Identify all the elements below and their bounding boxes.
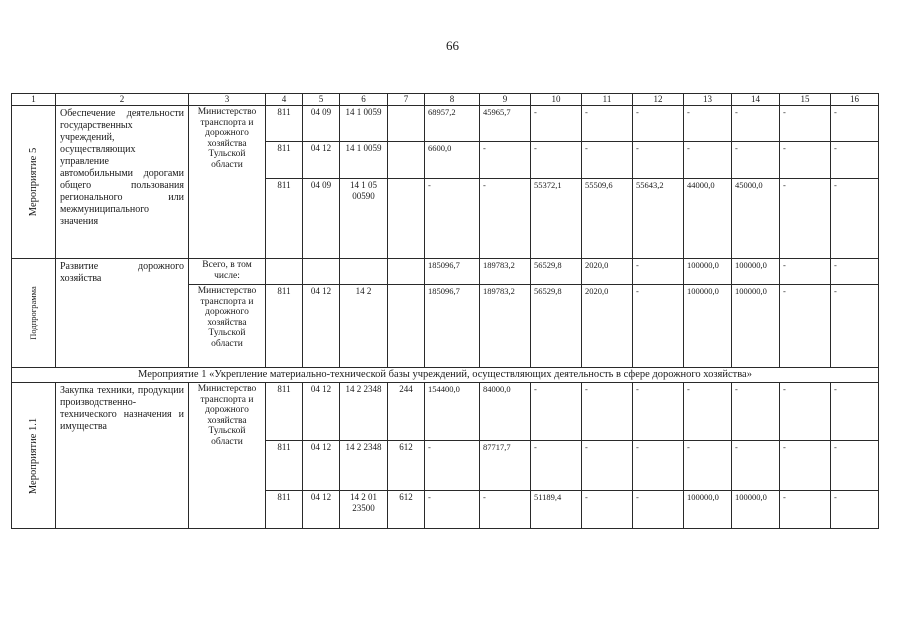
table-cell: 811 bbox=[266, 106, 303, 142]
table-cell: 55643,2 bbox=[633, 179, 684, 259]
table-cell: - bbox=[684, 383, 732, 441]
column-number: 8 bbox=[425, 94, 480, 106]
table-cell: 14 2 01 23500 bbox=[340, 491, 388, 529]
table-cell: - bbox=[425, 491, 480, 529]
table-cell: 189783,2 bbox=[480, 259, 531, 285]
table-cell bbox=[388, 179, 425, 259]
table-cell: 55509,6 bbox=[582, 179, 633, 259]
table-cell: 14 1 0059 bbox=[340, 142, 388, 179]
table-cell: - bbox=[831, 491, 879, 529]
table-cell: 04 09 bbox=[303, 179, 340, 259]
table-cell: - bbox=[684, 142, 732, 179]
table-cell: 55372,1 bbox=[531, 179, 582, 259]
table-cell: 04 12 bbox=[303, 383, 340, 441]
column-number: 9 bbox=[480, 94, 531, 106]
table-cell: - bbox=[831, 441, 879, 491]
table-cell: - bbox=[582, 491, 633, 529]
table-cell: 45965,7 bbox=[480, 106, 531, 142]
column-number: 11 bbox=[582, 94, 633, 106]
column-number: 12 bbox=[633, 94, 684, 106]
table-row bbox=[12, 106, 879, 142]
table-cell: 100000,0 bbox=[732, 285, 780, 368]
column-number: 15 bbox=[780, 94, 831, 106]
table-cell: 811 bbox=[266, 491, 303, 529]
table-cell: 04 12 bbox=[303, 441, 340, 491]
table-cell bbox=[388, 106, 425, 142]
table-cell: - bbox=[582, 383, 633, 441]
table-cell: - bbox=[732, 106, 780, 142]
row-group-label: Подпрограмма bbox=[12, 259, 56, 368]
activity-description: Закупка техники, продукции производственно-технического назначения и имущества bbox=[56, 383, 189, 529]
table-cell: 04 12 bbox=[303, 491, 340, 529]
table-cell: - bbox=[633, 441, 684, 491]
table-cell: 87717,7 bbox=[480, 441, 531, 491]
activity-description: Развитие дорожного хозяйства bbox=[56, 259, 189, 368]
table-cell: 2020,0 bbox=[582, 285, 633, 368]
table-cell: 04 12 bbox=[303, 142, 340, 179]
table-cell bbox=[388, 285, 425, 368]
table-cell: 14 1 0059 bbox=[340, 106, 388, 142]
table-cell: 811 bbox=[266, 383, 303, 441]
table-cell: 612 bbox=[388, 491, 425, 529]
table-cell: - bbox=[633, 491, 684, 529]
table-cell: - bbox=[780, 142, 831, 179]
table-cell: - bbox=[780, 383, 831, 441]
table-row bbox=[12, 383, 879, 441]
table-cell: - bbox=[831, 142, 879, 179]
table-cell: - bbox=[633, 259, 684, 285]
table-cell: 811 bbox=[266, 285, 303, 368]
executor: Министерство транспорта и дорожного хозяйства Тульской области bbox=[189, 383, 266, 529]
table-cell: - bbox=[780, 106, 831, 142]
column-number: 1 bbox=[12, 94, 56, 106]
table-cell: - bbox=[582, 441, 633, 491]
table-cell: 14 2 2348 bbox=[340, 383, 388, 441]
table-cell: - bbox=[425, 441, 480, 491]
table-cell bbox=[388, 142, 425, 179]
table-cell: - bbox=[831, 179, 879, 259]
column-number: 10 bbox=[531, 94, 582, 106]
section-banner-row bbox=[12, 368, 879, 383]
column-number: 16 bbox=[831, 94, 879, 106]
table-cell: 185096,7 bbox=[425, 285, 480, 368]
table-cell: - bbox=[425, 179, 480, 259]
table-cell: - bbox=[780, 441, 831, 491]
table-cell: - bbox=[582, 142, 633, 179]
table-cell: - bbox=[633, 106, 684, 142]
table-cell: 100000,0 bbox=[684, 285, 732, 368]
table-cell: - bbox=[732, 441, 780, 491]
table-cell: - bbox=[831, 106, 879, 142]
table-cell: 56529,8 bbox=[531, 285, 582, 368]
page-number: 66 bbox=[446, 38, 459, 53]
column-number: 5 bbox=[303, 94, 340, 106]
activity-description: Обеспечение деятельности государственных учреждений, осуществляющих управление автомобильными дорогами общего пользования регионального или межмуниципального значения bbox=[56, 106, 189, 259]
budget-table bbox=[11, 93, 879, 529]
table-cell: 811 bbox=[266, 179, 303, 259]
table-cell: - bbox=[531, 441, 582, 491]
executor: Министерство транспорта и дорожного хозяйства Тульской области bbox=[189, 285, 266, 368]
table-cell: - bbox=[684, 441, 732, 491]
table-cell: - bbox=[531, 142, 582, 179]
table-cell: - bbox=[831, 285, 879, 368]
table-cell: 612 bbox=[388, 441, 425, 491]
table-cell: - bbox=[633, 383, 684, 441]
table-cell: 811 bbox=[266, 441, 303, 491]
table-cell: 185096,7 bbox=[425, 259, 480, 285]
row-group-label: Мероприятие 5 bbox=[12, 106, 56, 259]
table-cell: - bbox=[831, 259, 879, 285]
table-cell: - bbox=[732, 383, 780, 441]
table-row bbox=[12, 259, 879, 285]
table-cell: - bbox=[780, 259, 831, 285]
table-cell: 68957,2 bbox=[425, 106, 480, 142]
section-banner: Мероприятие 1 «Укрепление материально-технической базы учреждений, осуществляющих деятельность в сфере дорожного хозяйства» bbox=[12, 368, 879, 383]
table-cell: 6600,0 bbox=[425, 142, 480, 179]
column-number: 7 bbox=[388, 94, 425, 106]
table-cell: - bbox=[780, 179, 831, 259]
header-row bbox=[12, 94, 879, 106]
total-label: Всего, в том числе: bbox=[189, 259, 266, 285]
column-number: 6 bbox=[340, 94, 388, 106]
table-cell: 154400,0 bbox=[425, 383, 480, 441]
table-cell: 45000,0 bbox=[732, 179, 780, 259]
table-cell: - bbox=[780, 491, 831, 529]
column-number: 14 bbox=[732, 94, 780, 106]
table-cell: 04 12 bbox=[303, 285, 340, 368]
column-number: 2 bbox=[56, 94, 189, 106]
table-cell: 100000,0 bbox=[684, 491, 732, 529]
executor: Министерство транспорта и дорожного хозяйства Тульской области bbox=[189, 106, 266, 259]
table-cell: 04 09 bbox=[303, 106, 340, 142]
table-cell: - bbox=[732, 142, 780, 179]
table-cell: 14 2 2348 bbox=[340, 441, 388, 491]
table-cell: - bbox=[633, 142, 684, 179]
table-cell: - bbox=[480, 491, 531, 529]
table-cell: 56529,8 bbox=[531, 259, 582, 285]
table-cell: 2020,0 bbox=[582, 259, 633, 285]
table-cell: 100000,0 bbox=[732, 491, 780, 529]
table-cell: - bbox=[780, 285, 831, 368]
column-number: 13 bbox=[684, 94, 732, 106]
table-cell: 189783,2 bbox=[480, 285, 531, 368]
table-cell: 51189,4 bbox=[531, 491, 582, 529]
table-cell: 100000,0 bbox=[732, 259, 780, 285]
table-cell: - bbox=[831, 383, 879, 441]
table-cell: - bbox=[531, 106, 582, 142]
table-cell: 811 bbox=[266, 142, 303, 179]
table-cell: - bbox=[480, 142, 531, 179]
table-cell: 44000,0 bbox=[684, 179, 732, 259]
column-number: 4 bbox=[266, 94, 303, 106]
table-cell: - bbox=[633, 285, 684, 368]
table-cell: - bbox=[531, 383, 582, 441]
row-group-label: Мероприятие 1.1 bbox=[12, 383, 56, 529]
column-number: 3 bbox=[189, 94, 266, 106]
table-cell: - bbox=[582, 106, 633, 142]
table-cell: 14 2 bbox=[340, 285, 388, 368]
table-cell: - bbox=[684, 106, 732, 142]
table-cell: 244 bbox=[388, 383, 425, 441]
table-cell: - bbox=[480, 179, 531, 259]
table-cell: 84000,0 bbox=[480, 383, 531, 441]
table-cell: 100000,0 bbox=[684, 259, 732, 285]
table-cell: 14 1 05 00590 bbox=[340, 179, 388, 259]
table-body bbox=[12, 94, 879, 529]
